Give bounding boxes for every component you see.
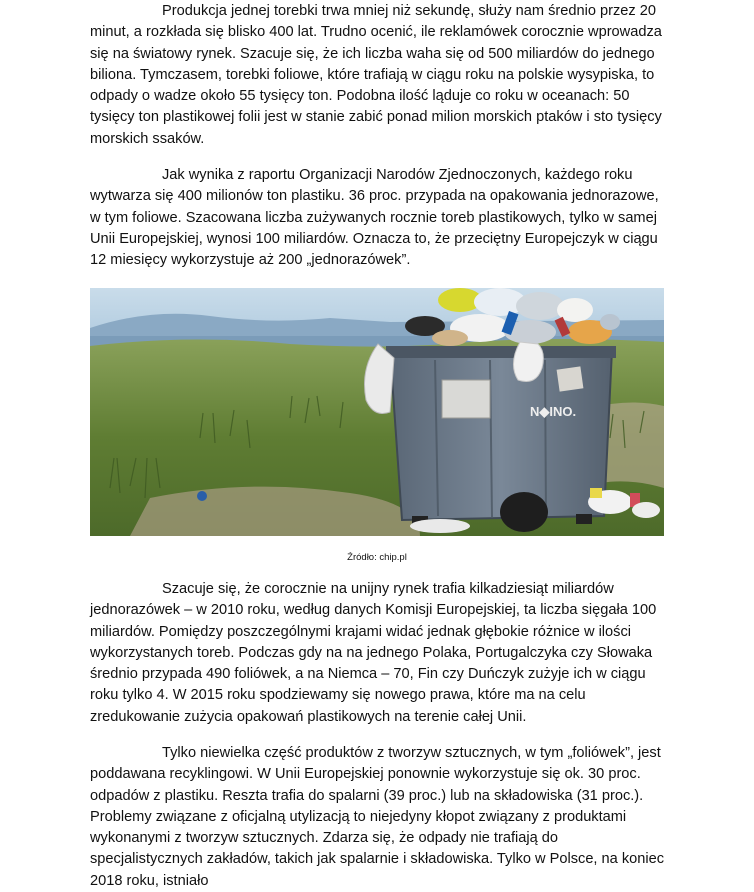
container-sticker-small: [557, 366, 584, 391]
black-bag-ground: [500, 492, 548, 532]
photo-garbage-container: [90, 288, 664, 536]
paragraph-4: Tylko niewielka część produktów z tworzyw sztucznych, w tym „foliówek”, jest poddawana recyklingowi. W Unii Europejskiej ponownie wykorzystuje się ok. 30 proc. odpadów z plastiku. Reszta trafia do spalarni (39 proc.) lub na składowiska (31 proc.). Problemy związane z oficjalną utylizacją to niejedyny kłopot związany z produktami wykonanymi z tworzyw sztucznych. Zdarza się, że odpady nie trafiają do specjalistycznych zakładów, takich jak spalarnie i składowiska. Tylko w Polsce, na koniec 2018 roku, istniało: [90, 745, 665, 889]
container-sign: N◆INO.: [530, 404, 577, 419]
container-wheel-right: [576, 514, 592, 524]
figure-caption: Źródło: chip.pl: [347, 552, 407, 563]
paragraph-1: Produkcja jednej torebki trwa mniej niż sekundę, służy nam średnio przez 20 minut, a rozkłada się blisko 400 lat. Trudno ocenić, ile reklamówek corocznie wprowadza się na światowy rynek. Szacuje się, że ich liczba waha się od 500 miliardów do jednego biliona. Tymczasem, torebki foliowe, które trafiają w ciągu roku na polskie wysypiska, to odpady o wadze około 55 tysięcy ton. Podobna ilość ląduje co roku w oceanach: 50 tysięcy ton plastikowej folii jest w stanie zabić ponad milion morskich ptaków i sto tysięcy morskich ssaków.: [90, 3, 662, 147]
paragraph-2: Jak wynika z raportu Organizacji Narodów Zjednoczonych, każdego roku wytwarza się 400 milionów ton plastiku. 36 proc. przypada na opakowania jednorazowe, w tym foliowe. Szacowana liczba zużywanych rocznie toreb plastikowych, tylko w samej Unii Europejskiej, wynosi 100 miliardów. Oznacza to, że przeciętny Europejczyk w ciągu 12 miesięcy wykorzystuje aż 200 „jednorazówek”.: [90, 167, 659, 269]
container-rim: [386, 346, 616, 358]
container-sticker: [442, 380, 490, 418]
paragraph-3: Szacuje się, że corocznie na unijny rynek trafia kilkadziesiąt miliardów jednorazówek – w 2010 roku, według danych Komisji Europejskiej, ta liczba sięgała 100 miliardów. Pomiędzy poszczególnymi krajami widać jednak głębokie różnice w ilości wykorzystanych toreb. Podczas gdy na na jednego Polaka, Portugalczyka czy Słowaka średnio przypada 490 foliówek, a na Niemca – 70, Fin czy Duńczyk zużyje ich w ciągu roku tylko 4. W 2015 roku spodziewamy się nowego prawa, które ma na celu zredukowanie zużycia opakowań plastikowych na terenie całej Unii.: [90, 581, 657, 725]
